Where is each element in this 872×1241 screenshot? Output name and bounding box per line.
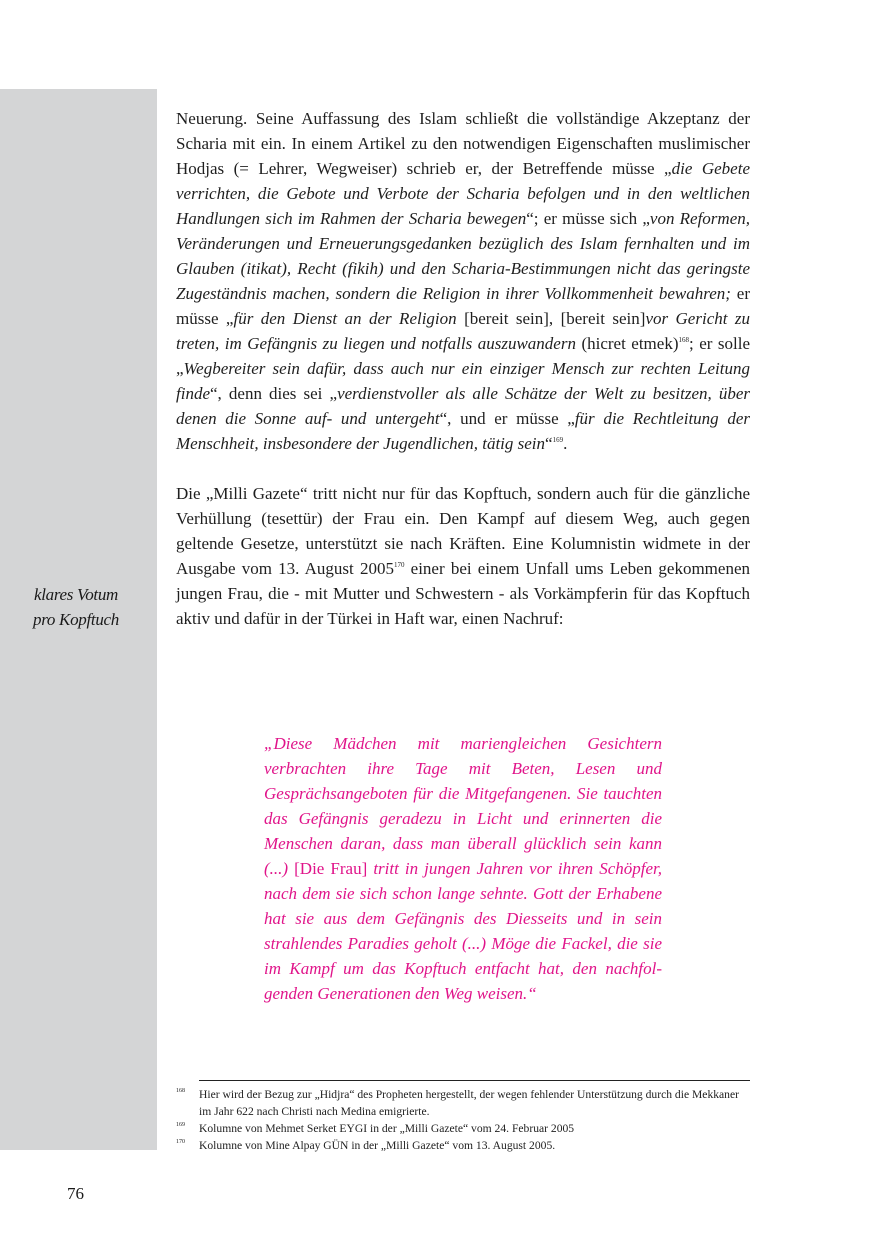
quote-text: tritt in jungen Jahren vor ihren Schöpfer, nach dem sie sich schon lange sehnte. Gott der Erhabene hat sie aus dem Gefängnis des Diesseits und in sein strahlendes Paradies geholt (...) Möge die Fackel, die sie im Kampf um das Kopftuch entfacht hat, den nachfolgenden Generationen den Weg weisen.“ xyxy=(264,859,662,1003)
quote-insertion: [Die Frau] xyxy=(288,859,374,878)
footnote-170 xyxy=(176,1137,750,1154)
paragraph-2 xyxy=(176,481,750,631)
margin-note-line-1: klares Votum xyxy=(33,585,119,604)
text-run: . xyxy=(563,434,568,453)
quoted-text: für die Rechtleitung der Menschheit, insbesondere der Jugendlichen, tätig sein xyxy=(176,409,750,453)
footnote-ref-168[interactable]: 168 xyxy=(678,336,689,344)
text-run: Neuerung. Seine Auffassung des Islam schließt die vollständige Akzeptanz der Scharia mit ein. In einem Artikel zu den notwendigen Eigenschaften muslimischer Hodjas (= Lehrer, Wegweiser) schrieb er, der Betreffende müsse „ xyxy=(176,109,750,178)
footnote-number: 168 xyxy=(176,1088,185,1094)
footnote-number: 170 xyxy=(176,1139,185,1145)
footnote-number: 169 xyxy=(176,1122,185,1128)
text-run: “ xyxy=(545,434,553,453)
text-run: (hicret etmek) xyxy=(575,334,679,353)
quoted-text: die Gebete verrichten, die Gebote und Verbote der Scharia befolgen und in den weltlichen Handlungen sich im Rahmen der Scharia bewegen xyxy=(176,159,750,228)
text-run: [bereit sein], [bereit sein] xyxy=(456,309,646,328)
footnote-text: Hier wird der Bezug zur „Hidjra“ des Propheten hergestellt, der wegen fehlender Unterstützung durch die Mekkaner im Jahr 622 nach Christi nach Medina emigrierte. xyxy=(199,1088,739,1118)
text-run: “; er müsse sich „ xyxy=(526,209,650,228)
footnote-169 xyxy=(176,1120,750,1137)
block-quote xyxy=(264,731,662,1006)
quote-text: „Diese Mädchen mit mariengleichen Gesichtern verbrachten ihre Tage mit Beten, Lesen und Gesprächsangeboten für die Mitgefangenen. Sie tauchten das Gefängnis geradezu in Licht und erinnerten die Menschen daran, dass man überall glücklich sein kann (...) xyxy=(264,734,662,878)
main-text xyxy=(176,106,750,631)
footnote-text: Kolumne von Mine Alpay GÜN in der „Milli Gazete“ vom 13. August 2005. xyxy=(199,1139,556,1152)
footnote-168 xyxy=(176,1086,750,1120)
footnotes xyxy=(176,1086,750,1154)
footnote-ref-170[interactable]: 170 xyxy=(393,561,405,569)
quoted-text: vor Gericht zu treten, im Gefängnis zu liegen und notfalls auszuwandern xyxy=(176,309,751,353)
margin-note-line-2: pro Kopftuch xyxy=(33,610,119,629)
text-run: “, denn dies sei „ xyxy=(210,384,338,403)
footnote-divider xyxy=(199,1080,750,1081)
paragraph-1 xyxy=(176,106,750,456)
margin-note xyxy=(6,582,146,632)
text-run: “, und er müsse „ xyxy=(439,409,575,428)
quoted-text: für den Dienst an der Religion xyxy=(233,309,457,328)
quoted-text: von Reformen, Veränderungen und Erneuerungsgedanken bezüglich des Islam fernhalten und im Glauben (itikat), Recht (fikih) und den Scharia-Bestimmungen nicht das geringste Zugeständnis machen, sondern die Religion in ihrer Vollkommenheit bewahren; xyxy=(176,209,750,303)
page-number: 76 xyxy=(67,1184,84,1203)
text-run: einer bei einem Unfall ums Leben gekommenen jungen Frau, die - mit Mutter und Schwestern - als Vorkämpferin für das Kopftuch aktiv und dafür in der Türkei in Haft war, einen Nachruf: xyxy=(176,559,750,628)
quoted-text: Wegbereiter sein dafür, dass auch nur ein einziger Mensch zur rechten Leitung finde xyxy=(176,359,750,403)
text-run: ; er solle „ xyxy=(176,334,750,378)
text-run: Die „Milli Gazete“ tritt nicht nur für das Kopftuch, sondern auch für die gänzliche Verhüllung (tesettür) der Frau ein. Den Kampf auf diesem Weg, auch gegen geltende Gesetze, unterstützt sie nach Kräften. Eine Kolumnistin widmete in der Ausgabe vom 13. August 2005 xyxy=(176,484,750,578)
footnote-ref-169[interactable]: 169 xyxy=(552,436,564,444)
footnote-text: Kolumne von Mehmet Serket EYGI in der „Milli Gazete“ vom 24. Februar 2005 xyxy=(199,1122,575,1135)
text-run: er müsse „ xyxy=(176,284,750,328)
quoted-text: verdienstvoller als alle Schätze der Welt zu besitzen, über denen die Sonne auf- und untergeht xyxy=(176,384,750,428)
